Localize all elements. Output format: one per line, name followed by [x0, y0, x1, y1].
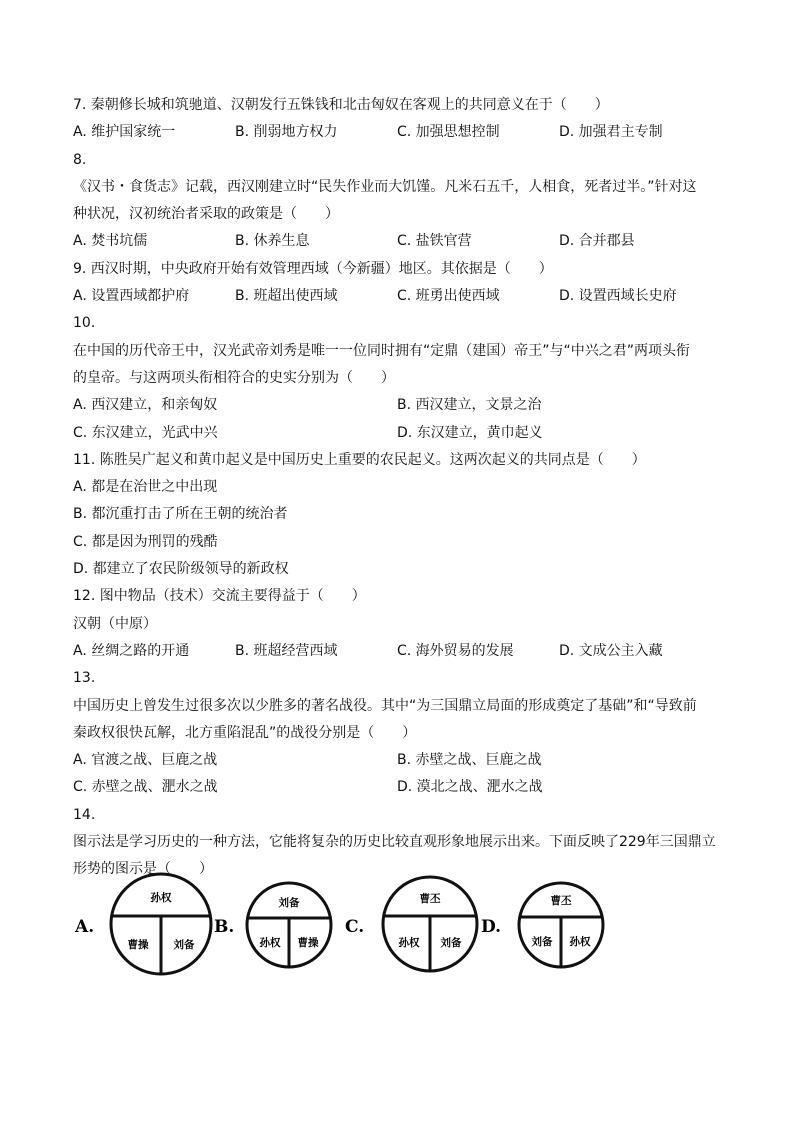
options-row [73, 747, 723, 774]
options-row [73, 228, 723, 255]
option-a: A. 设置西域都护府 [73, 288, 190, 305]
question-10 [73, 310, 723, 446]
diagram-top-label: 孙权 [150, 892, 172, 904]
option-b: B. 休养生息 [235, 233, 310, 250]
question-stem: 12. 图中物品（技术）交流主要得益于（ ） [73, 588, 366, 605]
option-a: A. 焚书坑儒 [73, 233, 148, 250]
question-stem: 秦政权很快瓦解，北方重陷混乱”的战役分别是（ ） [73, 724, 417, 741]
option-d: D. 文成公主入藏 [559, 642, 663, 659]
question-stem: 在中国的历代帝王中，汉光武帝刘秀是唯一一位同时拥有“定鼎（建国）帝王”与“中兴之君”两项头衔 [73, 342, 691, 359]
option-a: A. 西汉建立，和亲匈奴 [73, 397, 218, 414]
option-a: A. 维护国家统一 [73, 124, 176, 141]
question-stem: 中国历史上曾发生过很多次以少胜多的著名战役。其中“为三国鼎立局面的形成奠定了基础”和“导致前 [73, 697, 697, 714]
question-12 [73, 583, 723, 665]
option-d: D. 漠北之战、淝水之战 [397, 779, 543, 796]
diagram-right-label: 刘备 [173, 939, 195, 951]
question-11 [73, 447, 723, 583]
option-b: B. 班超经营西域 [235, 642, 338, 659]
diagram-left-label: 曹操 [127, 939, 149, 951]
question-stem: 的皇帝。与这两项头衔相符合的史实分别为（ ） [73, 369, 395, 386]
diagram-top-label: 刘备 [278, 897, 300, 909]
question-number: 13. [73, 670, 96, 687]
option-a: A. 都是在治世之中出现 [73, 479, 218, 496]
options-row [73, 119, 723, 146]
option-c: C. 赤壁之战、淝水之战 [73, 779, 218, 796]
option-d: D. 都建立了农民阶级领导的新政权 [73, 561, 289, 578]
question-number: 10. [73, 315, 96, 332]
option-d: D. 东汉建立，黄巾起义 [397, 424, 543, 441]
diagram-letter: D. [481, 917, 502, 937]
diagram-right-label: 曹操 [297, 937, 319, 949]
question-stem: 9. 西汉时期，中央政府开始有效管理西域（今新疆）地区。其依据是（ ） [73, 260, 553, 277]
option-c: C. 加强思想控制 [397, 124, 500, 141]
diagram-option-c [345, 877, 477, 971]
option-b: B. 削弱地方权力 [235, 124, 338, 141]
option-b: B. 都沉重打击了所在王朝的统治者 [73, 506, 288, 523]
options-row [73, 420, 723, 447]
three-kingdoms-diagram [73, 868, 633, 984]
diagram-option-b [214, 883, 331, 967]
option-c: C. 都是因为刑罚的残酷 [73, 533, 218, 550]
option-b: B. 赤壁之战、巨鹿之战 [397, 752, 542, 769]
diagram-option-d [481, 883, 603, 967]
question-stem: 《汉书・食货志》记载，西汉刚建立时“民失作业而大饥馑。凡米石五千，人相食，死者过半。”针对这 [73, 178, 697, 195]
question-stem: 11. 陈胜吴广起义和黄巾起义是中国历史上重要的农民起义。这两次起义的共同点是（ ） [73, 451, 646, 468]
question-stem: 图示法是学习历史的一种方法，它能将复杂的历史比较直观形象地展示出来。下面反映了229年三国鼎立 [73, 834, 716, 851]
question-list [73, 92, 723, 884]
option-c: C. 东汉建立，光武中兴 [73, 424, 218, 441]
diagram-left-label: 孙权 [398, 937, 420, 949]
question-13 [73, 665, 723, 801]
diagram-option-a [74, 874, 211, 974]
diagram-letter: B. [214, 917, 235, 937]
option-b: B. 班超出使西域 [235, 288, 338, 305]
options-row [73, 283, 723, 310]
question-7 [73, 92, 723, 147]
options-row [73, 774, 723, 801]
diagram-top-label: 曹丕 [419, 893, 441, 905]
option-d: D. 设置西域长史府 [559, 288, 677, 305]
question-9 [73, 256, 723, 311]
option-d: D. 加强君主专制 [559, 124, 663, 141]
diagram-left-label: 刘备 [531, 936, 553, 948]
option-c: C. 盐铁官营 [397, 233, 472, 250]
question-stem: 种状况，汉初统治者采取的政策是（ ） [73, 206, 339, 223]
options-row [73, 392, 723, 419]
option-a: A. 丝绸之路的开通 [73, 642, 190, 659]
question-8 [73, 147, 723, 256]
diagram-top-label: 曹丕 [550, 895, 572, 907]
diagram-left-label: 孙权 [259, 937, 281, 949]
figure-caption: 汉朝（中原） [73, 615, 157, 632]
question-stem: 7. 秦朝修长城和筑驰道、汉朝发行五铢钱和北击匈奴在客观上的共同意义在于（ ） [73, 97, 609, 113]
option-d: D. 合并郡县 [559, 233, 635, 250]
option-c: C. 海外贸易的发展 [397, 642, 514, 659]
option-c: C. 班勇出使西域 [397, 288, 500, 305]
options-row [73, 638, 723, 665]
question-stem: 形势的图示是（ ） [73, 861, 213, 878]
diagram-right-label: 孙权 [569, 936, 591, 948]
diagram-letter: C. [345, 917, 365, 937]
diagram-letter: A. [75, 917, 95, 937]
option-b: B. 西汉建立，文景之治 [397, 397, 542, 414]
option-a: A. 官渡之战、巨鹿之战 [73, 752, 218, 769]
question-number: 14. [73, 806, 96, 823]
diagram-right-label: 刘备 [440, 937, 462, 949]
question-number: 8. [73, 151, 87, 168]
